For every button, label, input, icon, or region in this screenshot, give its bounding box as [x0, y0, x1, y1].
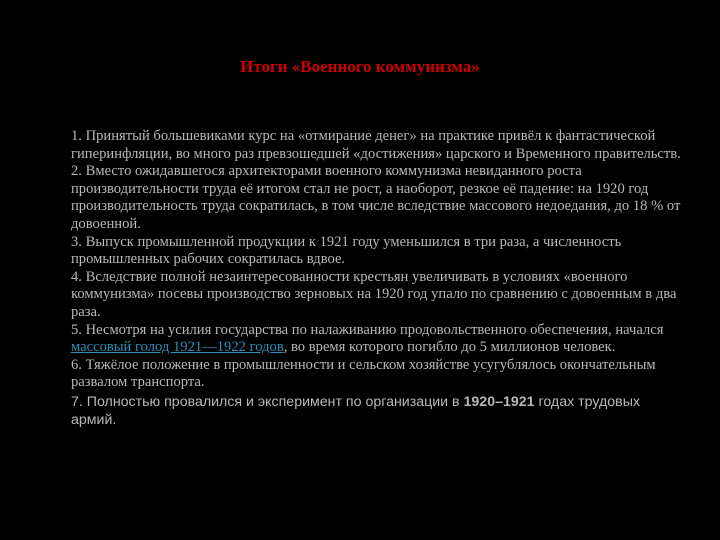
- slide-body: [71, 128, 683, 429]
- list-item-7: [71, 394, 683, 429]
- list-item-7-text-before: 7. Полностью провалился и эксперимент по организации в: [71, 393, 464, 410]
- list-item-3: 3. Выпуск промышленной продукции к 1921 году уменьшился в три раза, а численность промышленных рабочих сократилась вдвое.: [71, 233, 622, 268]
- slide-title: Итоги «Военного коммунизма»: [240, 57, 480, 76]
- list-item-6: 6. Тяжёлое положение в промышленности и сельском хозяйстве усугублялось окончательным развалом транспорта.: [71, 356, 656, 391]
- list-item-1: 1. Принятый большевиками курс на «отмирание денег» на практике привёл к фантастической гиперинфляции, во много раз превзошедшей «достижения» царского и Временного правительств.: [71, 128, 681, 162]
- famine-link[interactable]: массовый голод 1921—1922 годов: [71, 339, 284, 356]
- list-item-5: [71, 322, 683, 357]
- list-item-2: 2. Вместо ожидавшегося архитекторами военного коммунизма невиданного роста производительности труда её итогом стал не рост, а наоборот, резкое её падение: на 1920 год производительность труда сократилась, в том числе вследствие массового недоедания, до 18 % от довоенной.: [71, 163, 681, 232]
- list-item-5-text-before: 5. Несмотря на усилия государства по налаживанию продовольственного обеспечения, начался: [71, 321, 664, 338]
- list-item-7-text-after: годах трудовых армий.: [71, 393, 640, 428]
- list-item-7-years: 1920–1921: [463, 393, 535, 410]
- list-item-4: 4. Вследствие полной незаинтересованности крестьян увеличивать в условиях «военного коммунизма» посевы производство зерновых на 1920 год упало по сравнению с довоенным в два раза.: [71, 268, 677, 320]
- list-item-5-text-after: , во время которого погибло до 5 миллионов человек.: [283, 339, 616, 356]
